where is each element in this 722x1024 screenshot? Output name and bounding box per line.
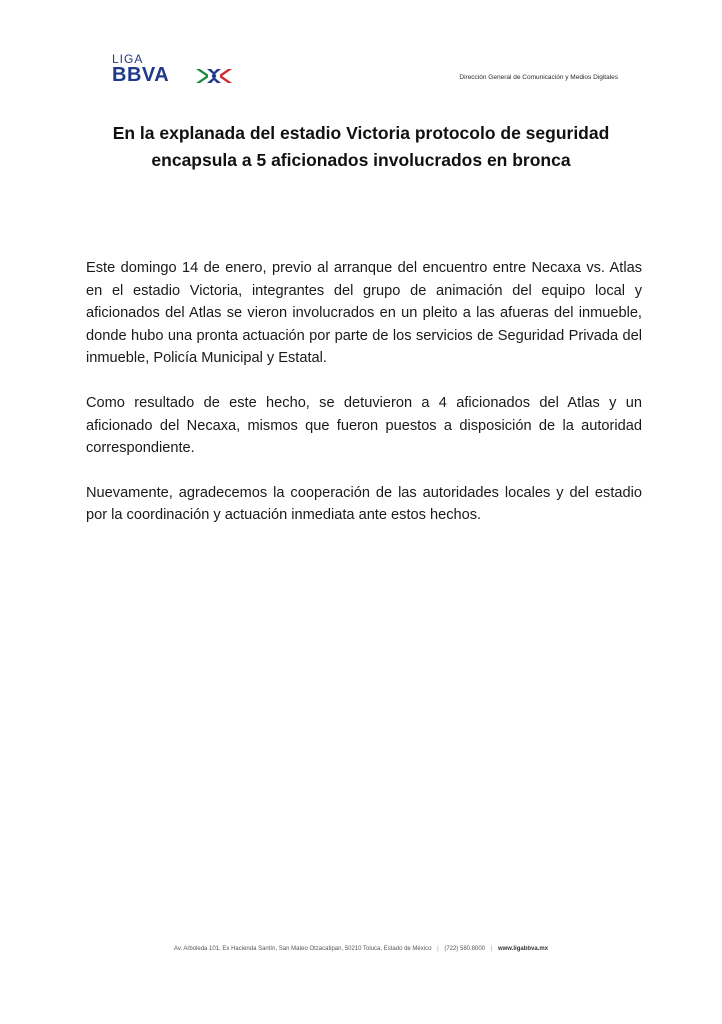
press-release-title [80, 120, 642, 174]
paragraph-1: Este domingo 14 de enero, previo al arranque del encuentro entre Necaxa vs. Atlas en el estadio Victoria, integrantes del grupo de animación del equipo local y aficionados del Atlas se vieron involucrados en un pleito a las afueras del inmueble, donde hubo una pronta actuación por parte de los servicios de Seguridad Privada del inmueble, Policía Municipal y Estatal. [86, 260, 642, 367]
department-name: Dirección General de Comunicación y Medios Digitales [459, 74, 618, 81]
footer-phone: (722) 580.8000 [444, 946, 486, 952]
footer-address: Av. Arboleda 101, Ex Hacienda Santín, San Mateo Otzacatipan, 50210 Toluca, Estado de México [173, 946, 432, 952]
footer-separator-2: | [490, 946, 493, 952]
paragraph-3: Nuevamente, agradecemos la cooperación de las autoridades locales y del estadio por la coordinación y actuación inmediata ante estos hechos. [86, 484, 642, 524]
liga-bbva-logo [112, 52, 242, 92]
liga-mx-emblem-icon [194, 66, 234, 86]
press-release-body [86, 257, 642, 549]
logo-bbva-text: BBVA [112, 64, 170, 86]
paragraph-2: Como resultado de este hecho, se detuvieron a 4 aficionados del Atlas y un aficionado del Necaxa, mismos que fueron puestos a disposición de la autoridad correspondiente. [86, 394, 642, 457]
footer-website-link[interactable]: www.ligabbva.mx [497, 946, 549, 952]
footer-separator-1: | [437, 946, 439, 952]
logo-liga-text: LIGA [112, 52, 144, 66]
title-line-2: encapsula a 5 aficionados involucrados en bronca [151, 150, 571, 170]
title-line-1: En la explanada del estadio Victoria protocolo de seguridad [112, 123, 610, 143]
footer-contact [0, 946, 722, 952]
